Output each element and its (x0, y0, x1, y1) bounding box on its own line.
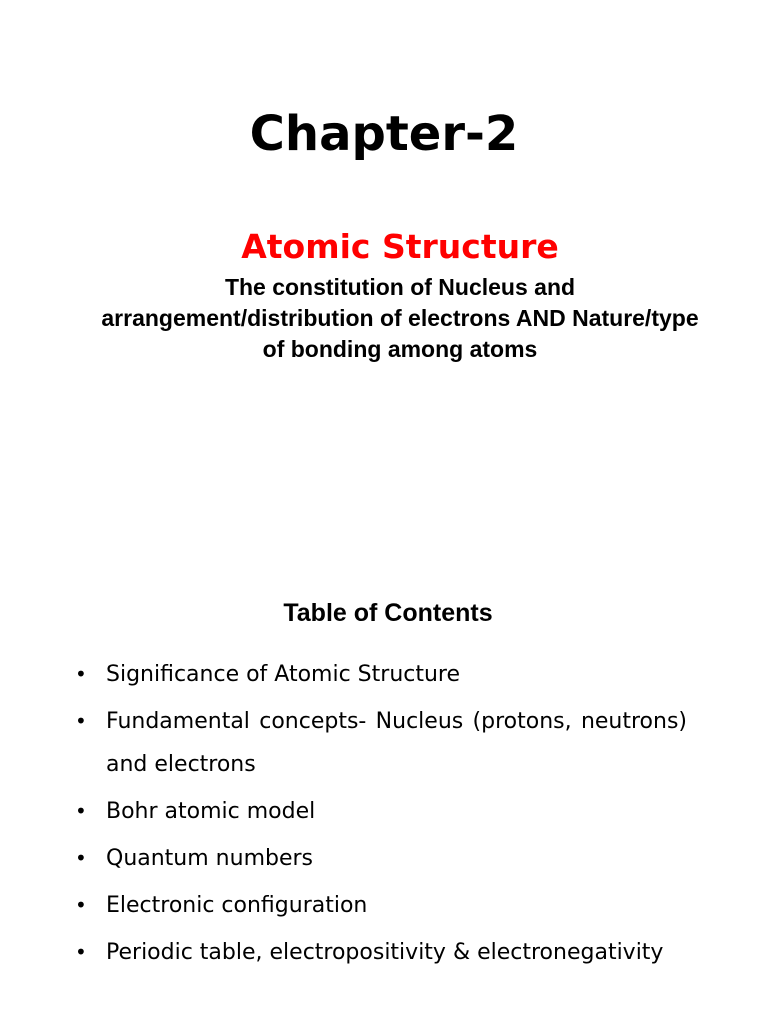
bullet-icon: • (75, 940, 87, 964)
toc-item-label: Fundamental concepts- Nucleus (protons, neutrons) and electrons (106, 709, 687, 777)
bullet-icon: • (75, 846, 87, 870)
toc-list (75, 653, 687, 978)
slide-description: The constitution of Nucleus and arrangement/distribution of electrons AND Nature/type of bonding among atoms (101, 274, 699, 362)
toc-item-label: Quantum numbers (106, 846, 314, 871)
bullet-icon: • (75, 799, 87, 823)
toc-item (75, 790, 687, 833)
bullet-icon: • (75, 662, 87, 686)
toc-item (75, 931, 687, 974)
toc-item-label: Bohr atomic model (106, 799, 316, 824)
toc-item-label: Electronic configuration (106, 893, 368, 918)
toc-item (75, 837, 687, 880)
toc-heading: Table of Contents (283, 599, 493, 627)
slide-subtitle: Atomic Structure (241, 227, 559, 266)
bullet-icon: • (75, 893, 87, 917)
toc-item (75, 884, 687, 927)
toc-item-label: Significance of Atomic Structure (106, 662, 461, 687)
toc-item (75, 653, 687, 696)
bullet-icon: • (75, 709, 87, 733)
toc-item-label: Periodic table, electropositivity & electronegativity (106, 940, 664, 965)
chapter-title: Chapter-2 (249, 106, 519, 162)
toc-item (75, 700, 687, 786)
